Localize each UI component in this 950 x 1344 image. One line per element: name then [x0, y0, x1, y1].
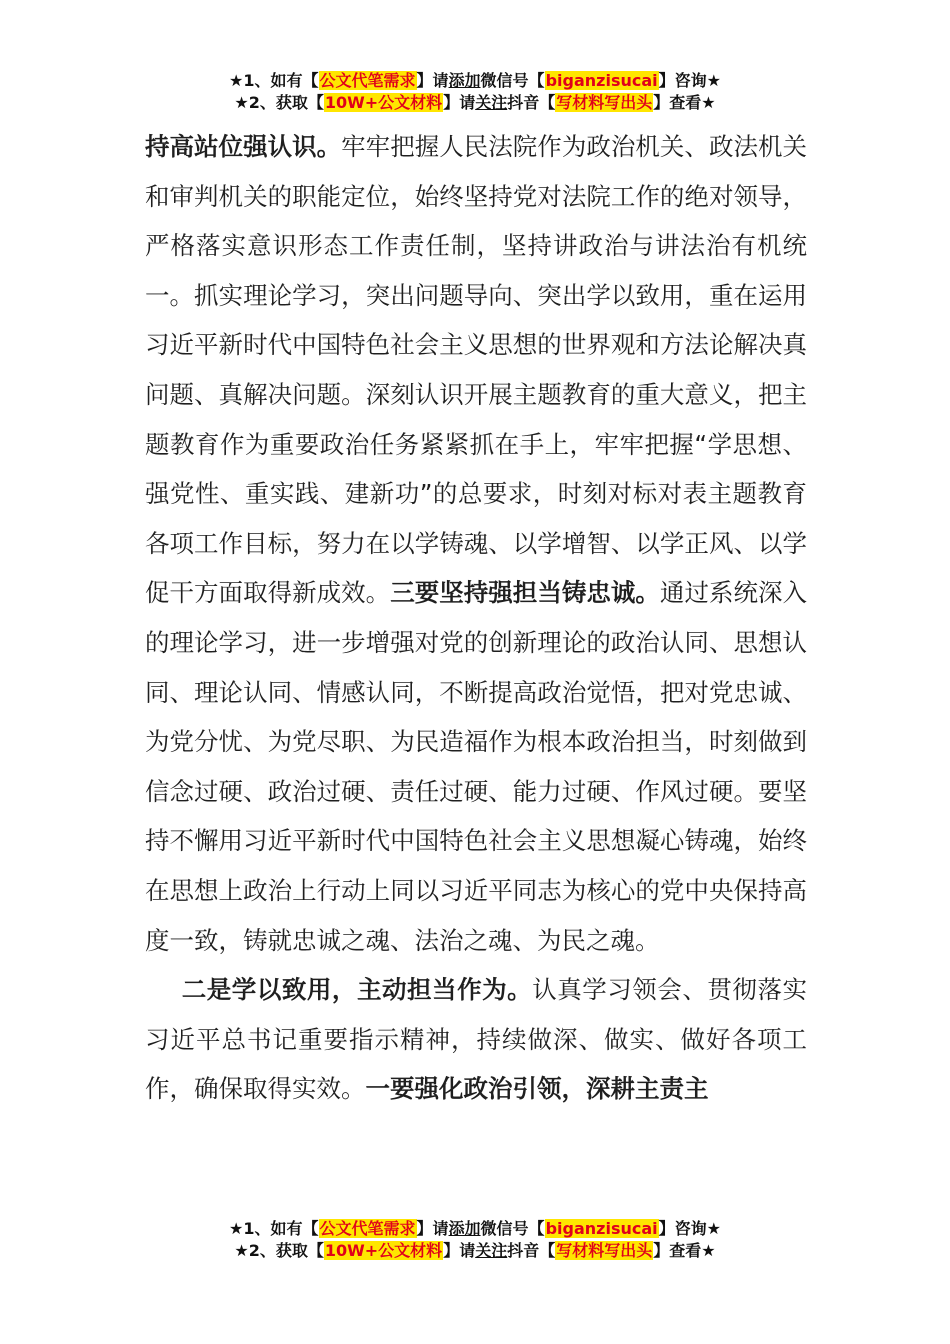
heading-strong: 三要坚持强担当铸忠诚。 [390, 578, 660, 608]
highlight-materials: 10W+公文材料 [324, 1241, 443, 1260]
banner-line-1: ★1、如有【公文代笔需求】请添加微信号【biganzisucai】咨询★ [229, 1219, 721, 1238]
banner-line-2: ★2、获取【10W+公文材料】请关注抖音【写材料写出头】查看★ [234, 93, 716, 112]
heading-strong: 二是学以致用，主动担当作为。 [181, 975, 533, 1005]
banner-line-2: ★2、获取【10W+公文材料】请关注抖音【写材料写出头】查看★ [234, 1241, 716, 1260]
highlight-wechat-id: biganzisucai [545, 1219, 658, 1238]
banner-line-1: ★1、如有【公文代笔需求】请添加微信号【biganzisucai】咨询★ [229, 71, 721, 90]
highlight-service: 公文代笔需求 [319, 1219, 416, 1238]
footer-banner [0, 1218, 950, 1262]
highlight-wechat-id: biganzisucai [545, 71, 658, 90]
heading-strong: 一要强化政治引领，深耕主责主 [365, 1074, 709, 1104]
highlight-materials: 10W+公文材料 [324, 93, 443, 112]
highlight-douyin-id: 写材料写出头 [556, 1241, 653, 1260]
heading-strong: 持高站位强认识。 [145, 132, 342, 161]
document-body [145, 122, 807, 1114]
header-banner [0, 70, 950, 114]
paragraph-2: 二是学以致用，主动担当作为。认真学习领会、贯彻落实习近平总书记重要指示精神，持续做深、做实、做好各项工作，确保取得实效。一要强化政治引领，深耕主责主 [145, 975, 807, 1104]
highlight-douyin-id: 写材料写出头 [556, 93, 653, 112]
highlight-service: 公文代笔需求 [319, 71, 416, 90]
paragraph-1: 持高站位强认识。牢牢把握人民法院作为政治机关、政法机关和审判机关的职能定位，始终坚持党对法院工作的绝对领导，严格落实意识形态工作责任制，坚持讲政治与讲法治有机统一。抓实理论学习，突出问题导向、突出学以致用，重在运用习近平新时代中国特色社会主义思想的世界观和方法论解决真问题、真解决问题。深刻认识开展主题教育的重大意义，把主题教育作为重要政治任务紧紧抓在手上，牢牢把握“学思想、强党性、重实践、建新功”的总要求，时刻对标对表主题教育各项工作目标，努力在以学铸魂、以学增智、以学正风、以学促干方面取得新成效。三要坚持强担当铸忠诚。通过系统深入的理论学习，进一步增强对党的创新理论的政治认同、思想认同、理论认同、情感认同，不断提高政治觉悟，把对党忠诚、为党分忧、为党尽职、为民造福作为根本政治担当，时刻做到信念过硬、政治过硬、责任过硬、能力过硬、作风过硬。要坚持不懈用习近平新时代中国特色社会主义思想凝心铸魂，始终在思想上政治上行动上同以习近平同志为核心的党中央保持高度一致，铸就忠诚之魂、法治之魂、为民之魂。 [145, 132, 808, 955]
